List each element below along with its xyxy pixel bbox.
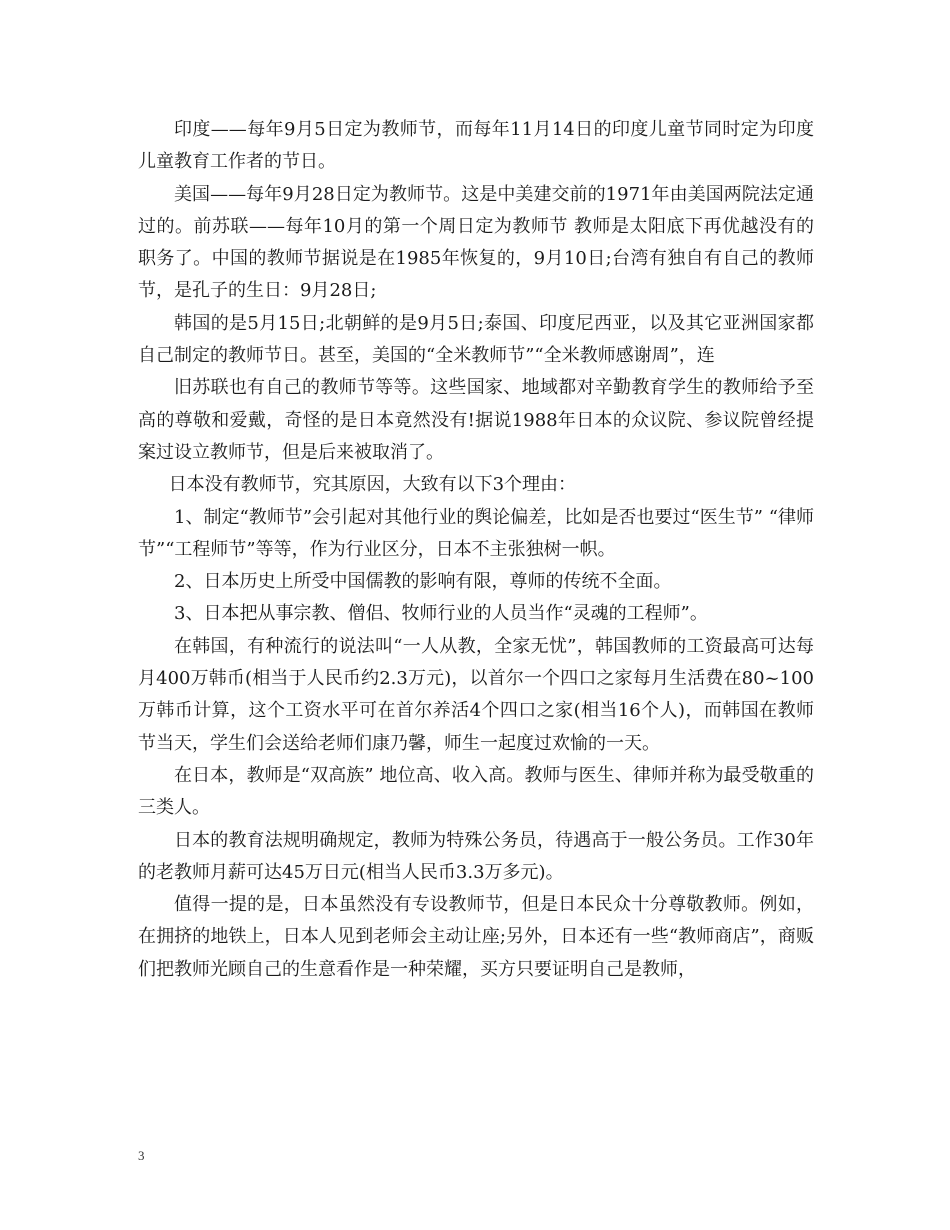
paragraph-reason-1: 1、制定“教师节”会引起对其他行业的舆论偏差，比如是否也要过“医生节” “律师节”“工程师节”等等，作为行业区分，日本不主张独树一帜。 <box>138 506 814 560</box>
paragraph-usa-ussr-china: 美国——每年9月28日定为教师节。这是中美建交前的1971年由美国两院法定通过的。前苏联——每年10月的第一个周日定为教师节 教师是太阳底下再优越没有的职务了。中国的教师节据说是在1985年恢复的，9月10日;台湾有独自有自己的教师节，是孔子的生日：9月28日; <box>138 183 814 302</box>
paragraph-india: 印度——每年9月5日定为教师节，而每年11月14日的印度儿童节同时定为印度儿童教育工作者的节日。 <box>138 119 814 173</box>
paragraph-reason-2: 2、日本历史上所受中国儒教的影响有限，尊师的传统不全面。 <box>174 571 672 593</box>
paragraph-korea-asia: 韩国的是5月15日;北朝鲜的是9月5日;泰国、印度尼西亚，以及其它亚洲国家都自己制定的教师节日。甚至，美国的“全米教师节”“全米教师感谢周”，连 <box>138 312 814 367</box>
paragraph-japan-law: 日本的教育法规明确规定，教师为特殊公务员，待遇高于一般公务员。工作30年的老教师月薪可达45万日元(相当人民币3.3万多元)。 <box>138 829 814 883</box>
paragraph-korea-salary: 在韩国，有种流行的说法叫“一人从教，全家无忧”，韩国教师的工资最高可达每月400万韩币(相当于人民币约2.3万元)，以首尔一个四口之家每月生活费在80~100万韩币计算，这个工资水平可在首尔养活4个四口之家(相当16个人)，而韩国在教师节当天，学生们会送给老师们康乃馨，师生一起度过欢愉的一天。 <box>138 635 814 754</box>
paragraph-japan-status: 在日本，教师是“双高族” 地位高、收入高。教师与医生、律师并称为最受敬重的三类人。 <box>138 764 814 819</box>
paragraph-japan-respect: 值得一提的是，日本虽然没有专设教师节，但是日本民众十分尊敬教师。例如，在拥挤的地铁上，日本人见到老师会主动让座;另外，日本还有一些“教师商店”，商贩们把教师光顾自己的生意看作是一种荣耀，买方只要证明自己是教师， <box>138 894 814 980</box>
page-number: 3 <box>138 1148 145 1163</box>
paragraph-ussr-japan: 旧苏联也有自己的教师节等等。这些国家、地域都对辛勤教育学生的教师给予至高的尊敬和爱戴，奇怪的是日本竟然没有!据说1988年日本的众议院、参议院曾经提案过设立教师节，但是后来被取消了。 <box>138 377 814 463</box>
paragraph-reason-3: 3、日本把从事宗教、僧侣、牧师行业的人员当作“灵魂的工程师”。 <box>174 603 708 625</box>
document-body <box>138 114 814 986</box>
paragraph-japan-reasons-intro: 日本没有教师节，究其原因，大致有以下3个理由： <box>168 474 577 496</box>
